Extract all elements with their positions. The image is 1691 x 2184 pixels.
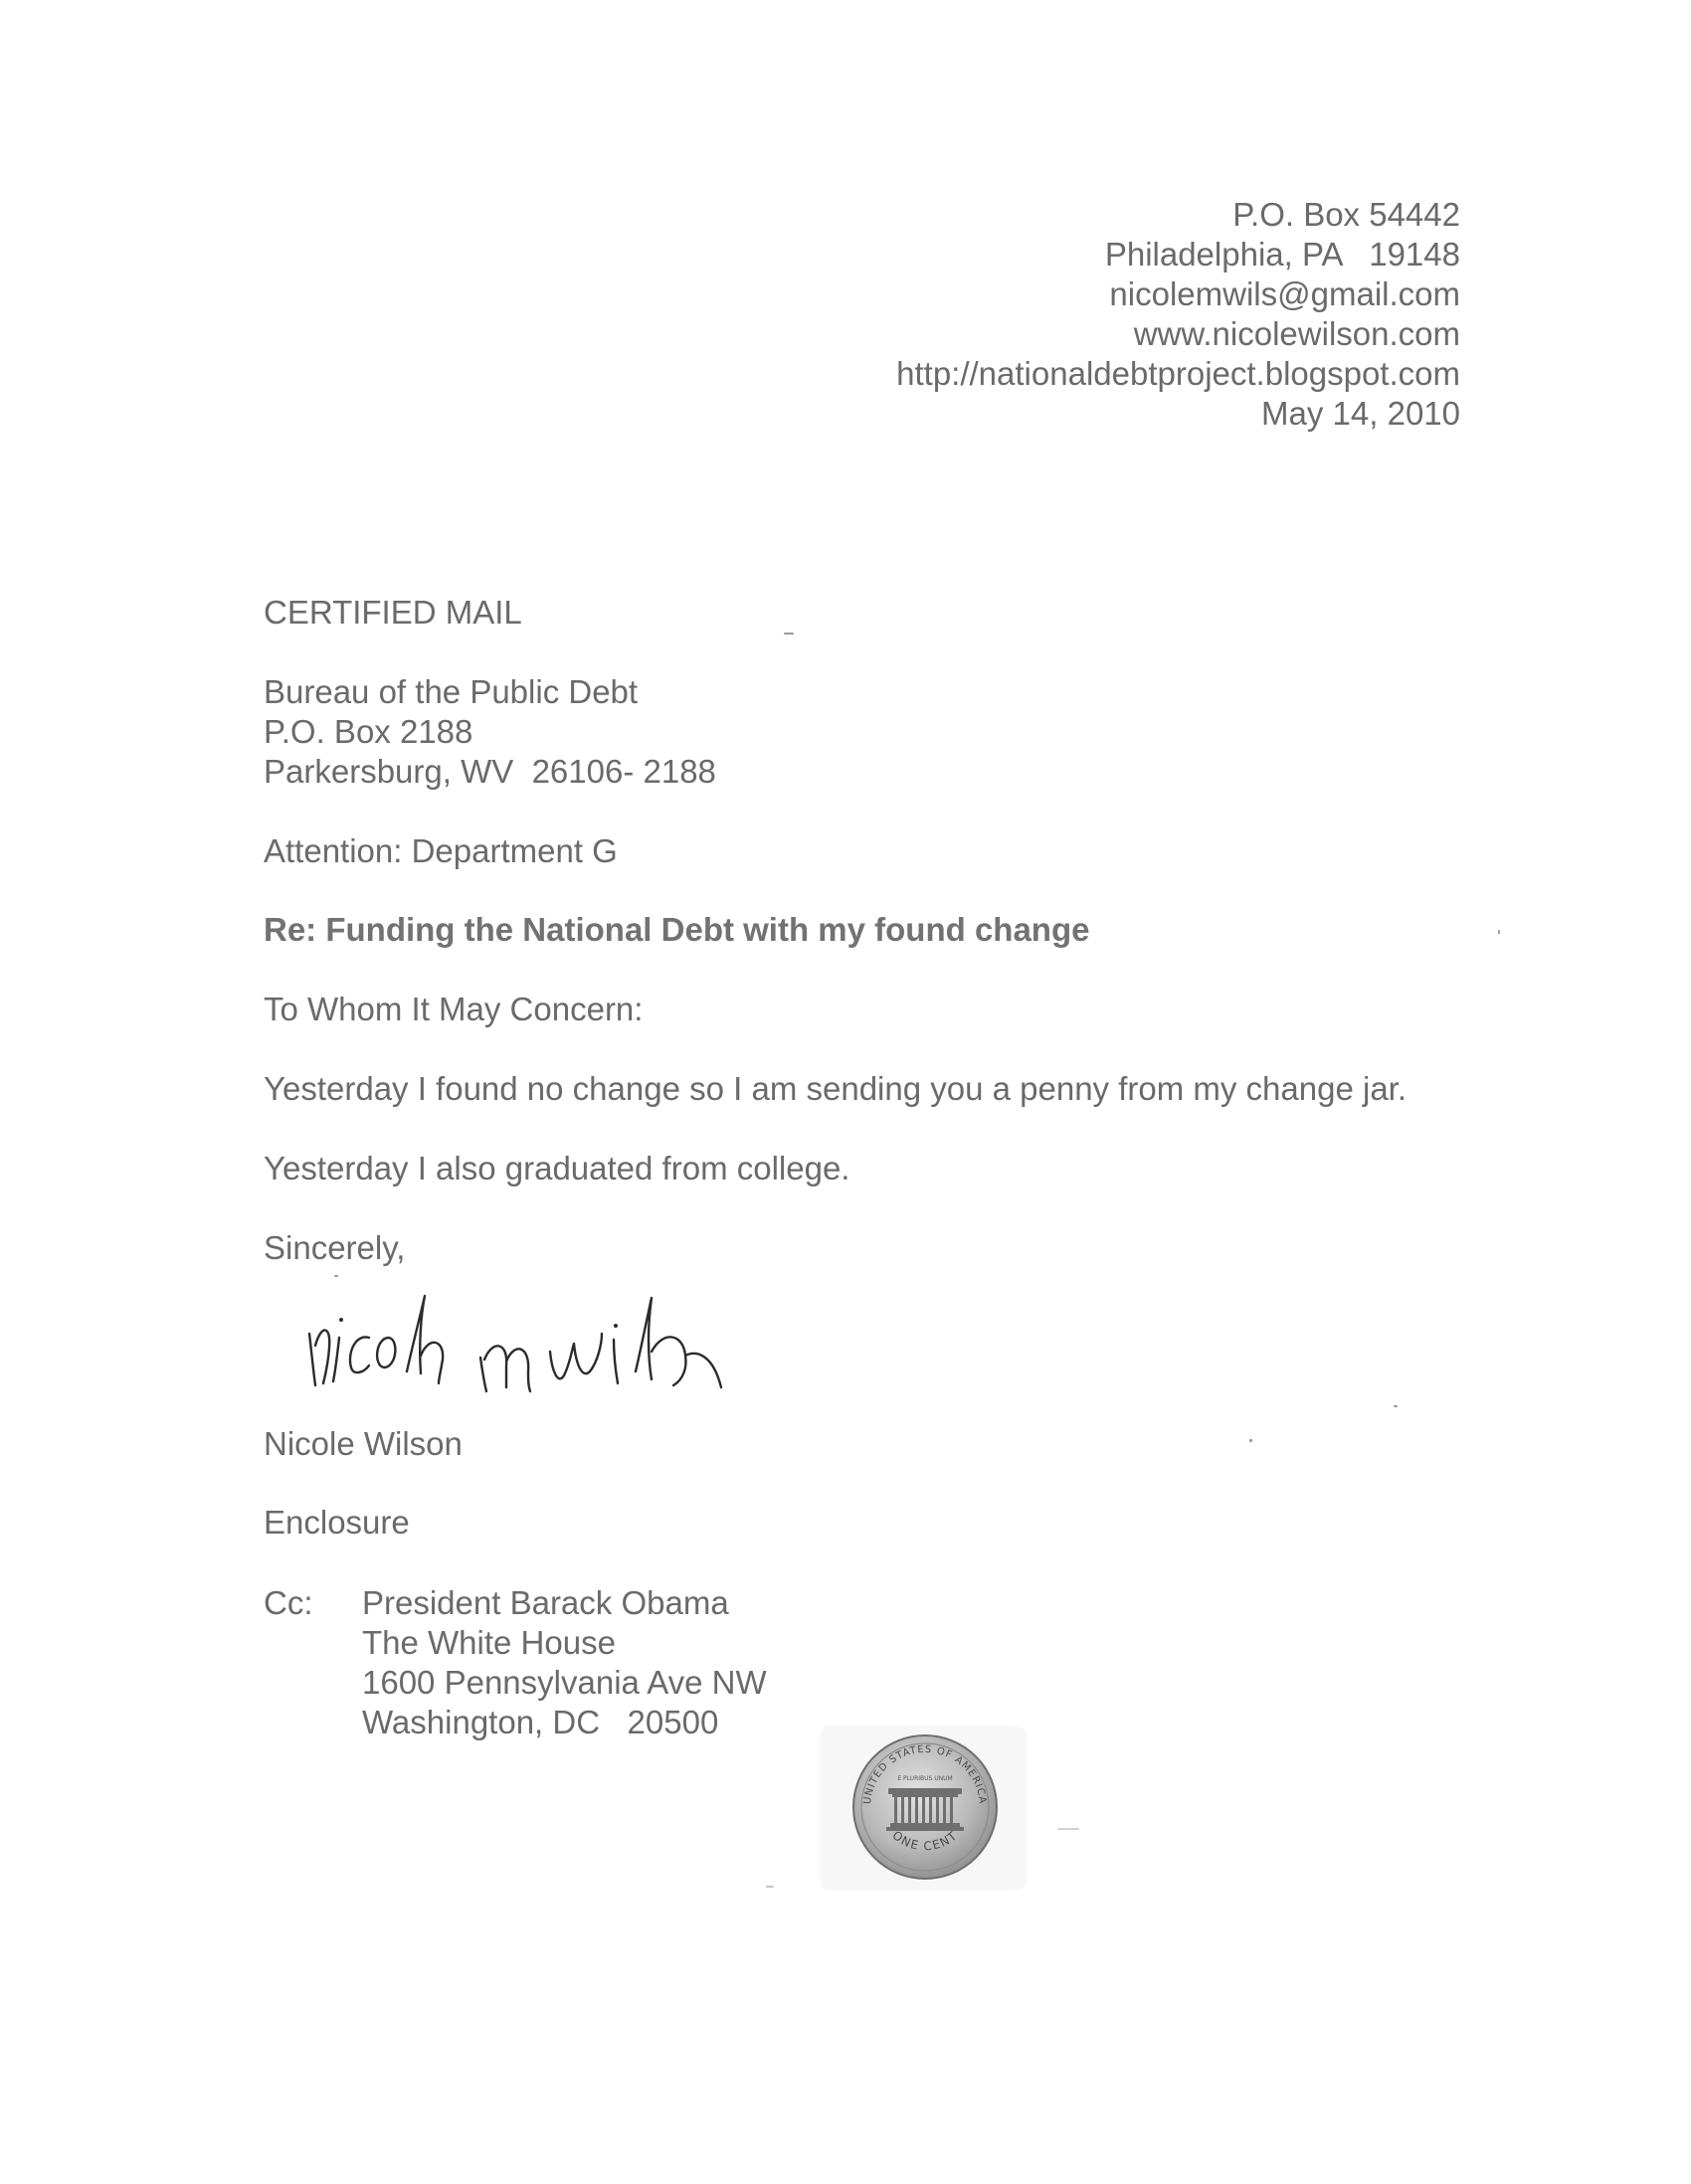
penny-top-text: UNITED STATES OF AMERICA: [861, 1743, 989, 1805]
scan-speck: [1394, 1405, 1398, 1407]
subject-line: Re: Funding the National Debt with my found change: [264, 911, 1090, 948]
cc-city-state-zip: Washington, DC 20500: [362, 1704, 719, 1740]
enclosed-penny: [822, 1728, 1025, 1889]
scan-speck: [784, 633, 794, 635]
sender-po-box: P.O. Box 54442: [1232, 196, 1460, 233]
mail-type: CERTIFIED MAIL: [264, 594, 522, 631]
cc-label: Cc:: [264, 1584, 313, 1621]
sender-blog: http://nationaldebtproject.blogspot.com: [896, 355, 1460, 392]
handwritten-signature: [303, 1276, 846, 1405]
sender-city-state-zip: Philadelphia, PA 19148: [1104, 236, 1460, 273]
body-paragraph-1: Yesterday I found no change so I am sending you a penny from my change jar.: [264, 1070, 1408, 1107]
penny-coin-icon: [850, 1732, 1000, 1882]
penny-motto: E PLURIBUS UNUM: [897, 1775, 953, 1782]
cc-street: 1600 Pennsylvania Ave NW: [362, 1664, 767, 1701]
cc-name: President Barack Obama: [362, 1584, 729, 1621]
recipient-po-box: P.O. Box 2188: [264, 713, 473, 750]
recipient-city-state-zip: Parkersburg, WV 26106- 2188: [264, 753, 716, 790]
body-paragraph-2: Yesterday I also graduated from college.: [264, 1150, 850, 1186]
sender-address-block: [896, 195, 1460, 434]
signer-name: Nicole Wilson: [264, 1425, 463, 1462]
enclosure-note: Enclosure: [264, 1504, 410, 1541]
penny-bottom-text: ONE CENT: [889, 1828, 961, 1854]
recipient-name: Bureau of the Public Debt: [264, 673, 639, 710]
letter-date: May 14, 2010: [1261, 395, 1460, 432]
scan-speck: [1057, 1828, 1079, 1830]
scan-speck: [1249, 1439, 1252, 1442]
sender-website: www.nicolewilson.com: [1133, 315, 1460, 352]
closing: Sincerely,: [264, 1229, 406, 1266]
scan-speck: [766, 1886, 774, 1888]
attention-line: Attention: Department G: [264, 832, 618, 869]
scan-speck: [334, 1275, 338, 1277]
sender-email: nicolemwils@gmail.com: [1109, 275, 1460, 312]
salutation: To Whom It May Concern:: [264, 991, 644, 1027]
cc-org: The White House: [362, 1624, 616, 1661]
scan-speck: [1498, 930, 1500, 934]
